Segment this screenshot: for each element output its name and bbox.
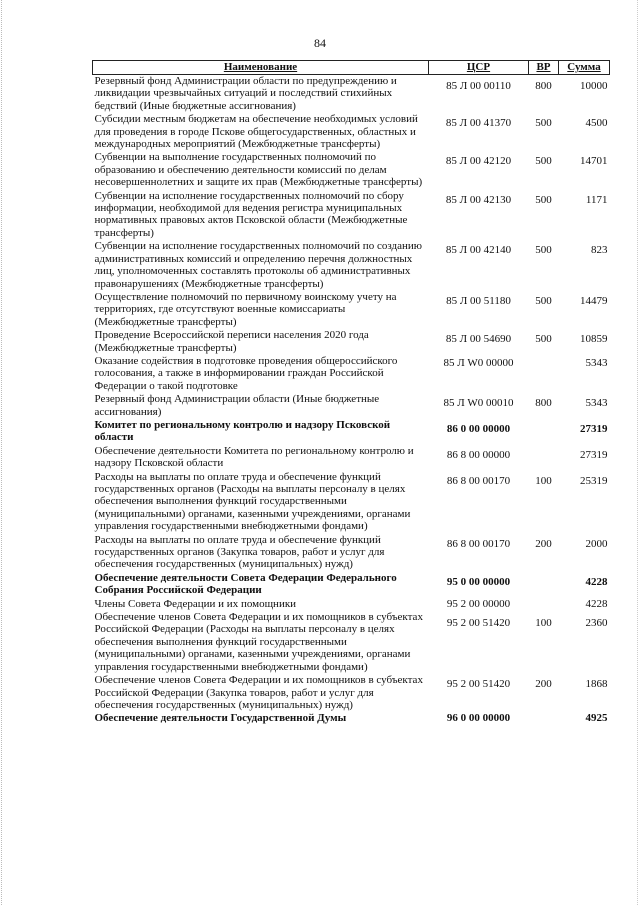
row-sum-cell: 10859 [580, 333, 608, 346]
row-csr-cell: 86 0 00 00000 [446, 422, 511, 435]
row-sum-cell: 25319 [580, 474, 608, 487]
table-row [93, 113, 610, 151]
row-vr-cell [529, 445, 559, 471]
row-csr-cell: 85 Л W0 00010 [443, 397, 514, 410]
row-sum-cell: 2360 [585, 617, 608, 630]
table-row [93, 355, 610, 393]
page-number: 84 [314, 36, 326, 50]
row-sum-cell: 4500 [585, 117, 608, 130]
row-vr-cell [529, 355, 559, 393]
row-name-cell: Субвенции на исполнение государственных полномочий по созданию административных комиссий и определению перечня должностных лиц, уполномоченных составлять протоколы об административных правонарушениях (Межбюджетные трансферты) [94, 240, 422, 290]
row-name-cell: Члены Совета Федерации и их помощники [94, 597, 297, 610]
row-csr-cell: 86 8 00 00170 [446, 537, 511, 550]
row-name-cell: Обеспечение деятельности Совета Федерации Федерального Собрания Российской Федерации [94, 571, 397, 597]
row-csr-cell: 85 Л 00 41370 [445, 117, 512, 130]
row-name-cell: Субвенции на выполнение государственных полномочий по образованию и обеспечению деятельности комиссий по делам несовершеннолетних и защите их прав (Межбюджетные трансферты) [94, 151, 423, 189]
row-csr-cell: 95 2 00 51420 [446, 678, 511, 691]
row-sum-cell: 14701 [580, 155, 608, 168]
row-vr-cell [529, 598, 559, 611]
row-vr-cell: 500 [535, 294, 552, 307]
table-row [93, 240, 610, 291]
row-sum-cell: 14479 [580, 294, 608, 307]
row-csr-cell: 85 Л 00 42140 [445, 244, 512, 257]
row-csr-cell: 85 Л 00 42120 [445, 155, 512, 168]
row-csr-cell: 96 0 00 00000 [446, 712, 511, 725]
row-sum-cell: 27319 [580, 448, 608, 461]
row-name-cell: Обеспечение деятельности Комитета по региональному контролю и надзору Псковской области [94, 444, 414, 470]
row-sum-cell: 5343 [585, 397, 608, 410]
row-sum-cell: 5343 [585, 356, 608, 369]
table-row [93, 291, 610, 329]
row-csr-cell: 85 Л 00 54690 [445, 333, 512, 346]
row-name-cell: Расходы на выплаты по оплате труда и обеспечение функций государственных органов (Расходы на выплаты персоналу в целях обеспечения выполнения функций государственными (муниципальными) органами, казенными учреждениями, органами управления государственными внебюджетными фондами) [94, 470, 411, 533]
row-sum-cell: 2000 [585, 537, 608, 550]
row-name-cell: Осуществление полномочий по первичному воинскому учету на территориях, где отсутствуют военные комиссариаты (Межбюджетные трансферты) [94, 290, 397, 328]
row-name-cell: Комитет по региональному контролю и надзору Псковской области [94, 418, 391, 444]
header-name: Наименование [93, 61, 429, 75]
table-row [93, 471, 610, 534]
table-row [93, 445, 610, 471]
row-sum-cell: 10000 [580, 80, 608, 92]
row-csr-cell: 85 Л W0 00000 [443, 356, 514, 369]
row-csr-cell: 86 8 00 00000 [446, 448, 511, 461]
table-row [93, 598, 610, 611]
row-vr-cell: 100 [535, 617, 552, 630]
table-row [93, 611, 610, 674]
row-name-cell: Резервный фонд Администрации области (Иные бюджетные ассигнования) [94, 393, 380, 418]
scan-edge-right [637, 0, 639, 905]
row-name-cell: Субвенции на исполнение государственных полномочий по сбору информации, необходимой для ведения регистра муниципальных нормативных правовых актов Псковской области (Межбюджетные трансферты) [94, 189, 408, 239]
row-vr-cell: 500 [535, 333, 552, 346]
row-csr-cell: 95 2 00 00000 [446, 597, 511, 610]
header-sum: Сумма [559, 61, 610, 75]
scan-edge-left [1, 0, 3, 905]
row-sum-cell: 4925 [585, 712, 608, 725]
row-name-cell: Субсидии местным бюджетам на обеспечение необходимых условий для проведения в городе Пскове общегосударственных, областных и международных мероприятий (Межбюджетные трансферты) [94, 113, 418, 151]
row-vr-cell: 200 [535, 678, 552, 691]
row-name-cell: Обеспечение членов Совета Федерации и их помощников в субъектах Российской Федерации (Расходы на выплаты персоналу в целях обеспечения выполнения функций государственными (муниципальными) органами, казенными учреждениями, органами управления государственными внебюджетными фондами) [94, 611, 423, 673]
row-vr-cell: 100 [535, 474, 552, 487]
row-vr-cell: 800 [535, 397, 552, 410]
row-vr-cell: 500 [535, 193, 552, 206]
table-row [93, 534, 610, 572]
table-row [93, 75, 610, 114]
row-csr-cell: 85 Л 00 51180 [446, 294, 511, 307]
row-sum-cell: 1171 [585, 193, 608, 206]
row-sum-cell: 1868 [585, 678, 608, 691]
row-name-cell: Обеспечение членов Совета Федерации и их помощников в субъектах Российской Федерации (Закупка товаров, работ и услуг для обеспечения государственных (муниципальных) нужд) [94, 674, 423, 711]
table-row [93, 419, 610, 445]
row-csr-cell: 85 Л 00 42130 [445, 193, 512, 206]
header-csr: ЦСР [429, 61, 529, 75]
row-csr-cell: 85 Л 00 00110 [446, 80, 511, 92]
table-body [93, 75, 610, 726]
row-name-cell: Резервный фонд Администрации области по предупреждению и ликвидации чрезвычайных ситуаций и последствий стихийных бедствий (Иные бюджетные ассигнования) [94, 75, 397, 112]
row-sum-cell: 4228 [585, 575, 608, 588]
row-sum-cell: 823 [591, 244, 608, 257]
row-vr-cell [529, 572, 559, 598]
table-row [93, 572, 610, 598]
row-vr-cell: 500 [535, 155, 552, 168]
row-name-cell: Обеспечение деятельности Государственной Думы [94, 712, 347, 725]
row-csr-cell: 95 2 00 51420 [446, 617, 511, 630]
row-vr-cell [529, 712, 559, 725]
row-name-cell: Расходы на выплаты по оплате труда и обеспечение функций государственных органов (Закупка товаров, работ и услуг для обеспечения государственных (муниципальных) нужд) [94, 533, 385, 571]
table-row [93, 329, 610, 355]
row-csr-cell: 95 0 00 00000 [446, 575, 511, 588]
row-vr-cell: 800 [535, 80, 552, 92]
budget-table [92, 60, 610, 726]
row-name-cell: Оказание содействия в подготовке проведения общероссийского голосования, а также в информировании граждан Российской Федерации о такой подготовке [94, 354, 398, 392]
table-row [93, 151, 610, 189]
row-vr-cell: 200 [535, 537, 552, 550]
header-row [93, 61, 610, 75]
row-vr-cell: 500 [535, 244, 552, 257]
table-row [93, 674, 610, 712]
header-vr: ВР [529, 61, 559, 75]
row-name-cell: Проведение Всероссийской переписи населения 2020 года (Межбюджетные трансферты) [94, 329, 369, 354]
row-vr-cell: 500 [535, 117, 552, 130]
table-row [93, 393, 610, 419]
table-row [93, 190, 610, 241]
table-row [93, 712, 610, 725]
row-vr-cell [529, 419, 559, 445]
table-header [93, 61, 610, 75]
row-csr-cell: 86 8 00 00170 [446, 474, 511, 487]
row-sum-cell: 4228 [585, 597, 608, 610]
row-sum-cell: 27319 [580, 422, 608, 435]
